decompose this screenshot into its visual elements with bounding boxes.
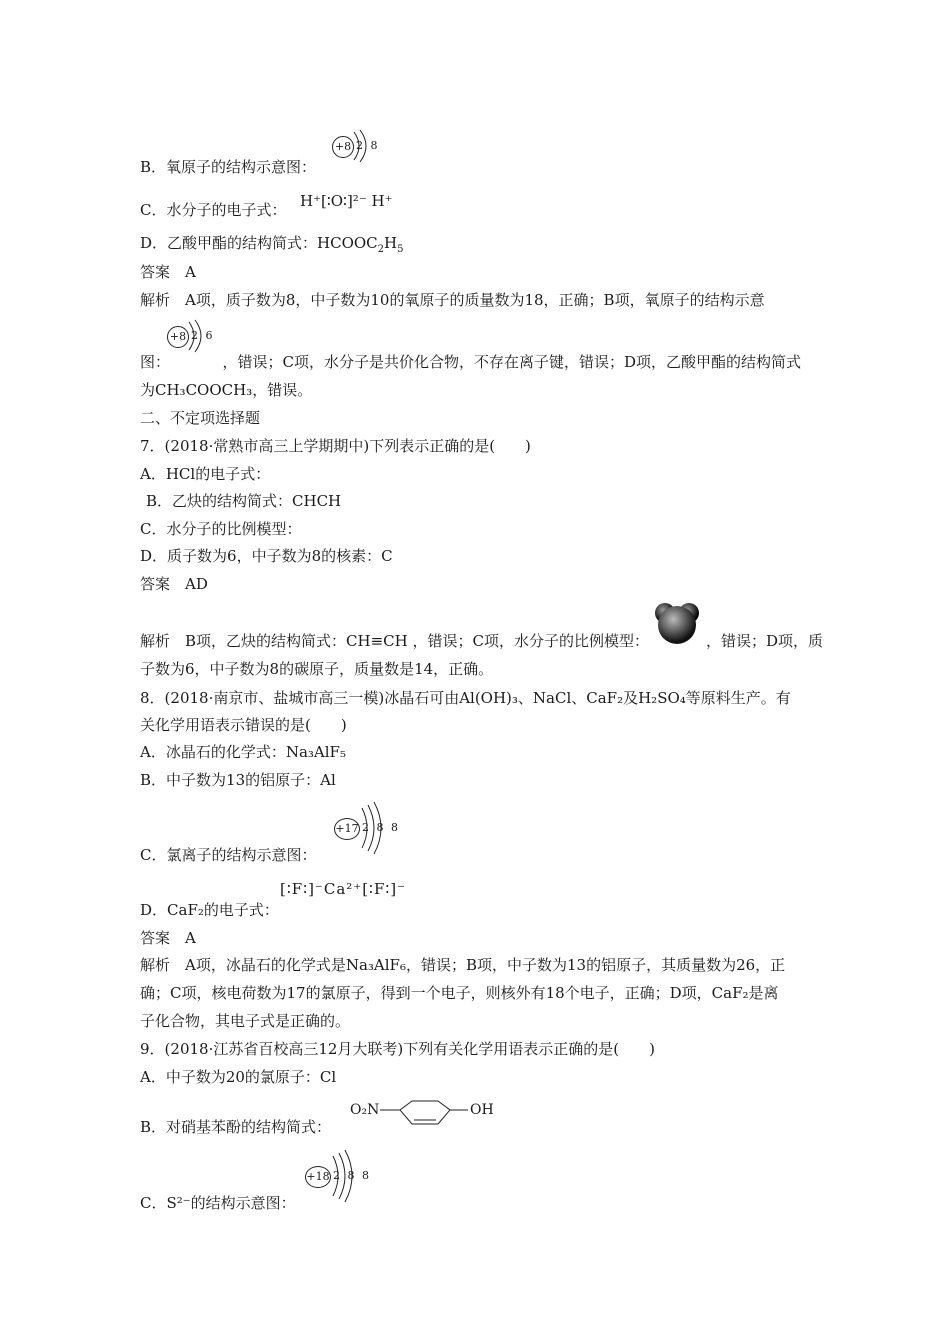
question-7: 7．(2018·常熟市高三上学期期中)下列表示正确的是( ): [140, 437, 531, 455]
caf2-electron-formula: [∶F∶]⁻Ca²⁺[∶F∶]⁻: [280, 880, 407, 898]
q6-option-d: D．乙酸甲酯的结构简式：$HCOOC_2H_5$: [140, 234, 404, 255]
q6-option-c: C．水分子的电子式：: [140, 201, 287, 219]
analysis-7-line2: 子数为6，中子数为8的碳原子，质量数是14，正确。: [140, 660, 494, 678]
q9-option-c: C．S²⁻的结构示意图：: [140, 1194, 296, 1212]
p-nitrophenol-structure: O₂N OH: [350, 1098, 500, 1134]
q7-option-d: D．质子数为6，中子数为8的核素：C: [140, 547, 393, 565]
analysis-7-line1b: ，错误；D项，质: [706, 632, 824, 650]
analysis-6-line3: 为CH₃COOCH₃，错误。: [140, 381, 313, 399]
q9-option-b: B．对硝基苯酚的结构简式：: [140, 1118, 332, 1136]
answer-6: 答案 A: [140, 263, 196, 281]
q9-option-a: A．中子数为20的氯原子：Cl: [140, 1068, 337, 1086]
question-8-line2: 关化学用语表示错误的是( ): [140, 716, 347, 734]
answer-8: 答案 A: [140, 929, 196, 947]
analysis-8-line2: 确；C项，核电荷数为17的氯原子，得到一个电子，则核外有18个电子，正确；D项，CaF₂是离: [140, 984, 779, 1002]
question-8-line1: 8．(2018·南京市、盐城市高三一模)冰晶石可由Al(OH)₃、NaCl、CaF₂及H₂SO₄等原料生产。有: [140, 689, 791, 707]
water-electron-formula: H⁺[∶O∶]²⁻ H⁺: [300, 192, 393, 210]
oxygen-structure-diagram-correct: +8 2 6: [165, 318, 225, 358]
q8-option-b: B．中子数为13的铝原子：Al: [140, 771, 336, 789]
q7-option-b: B．乙炔的结构简式：CHCH: [146, 492, 342, 510]
analysis-8-line3: 子化合物，其电子式是正确的。: [140, 1012, 351, 1030]
oxygen-structure-diagram: +8 2 8: [330, 128, 390, 168]
analysis-7-line1a: 解析 B项，乙炔的结构简式：CH≡CH ，错误；C项，水分子的比例模型：: [140, 632, 649, 650]
water-space-filling-model: [652, 600, 702, 646]
analysis-6-line2: 图： ，错误；C项，水分子是共价化合物，不存在离子键，错误；D项，乙酸甲酯的结构简式: [140, 353, 802, 371]
sulfide-structure-diagram: +18 2 8 8: [303, 1148, 373, 1204]
chloride-structure-diagram: +17 2 8 8: [332, 800, 402, 856]
q6-option-b: B．氧原子的结构示意图：: [140, 158, 317, 176]
q7-option-a: A．HCl的电子式：: [140, 465, 271, 483]
analysis-8-line1: 解析 A项，冰晶石的化学式是Na₃AlF₆，错误；B项，中子数为13的铝原子，其质量数为26，正: [140, 956, 786, 974]
answer-7: 答案 AD: [140, 575, 208, 593]
q8-option-a: A．冰晶石的化学式：Na₃AlF₅: [140, 743, 346, 761]
section-heading: 二、不定项选择题: [140, 409, 261, 427]
q8-option-d: D．CaF₂的电子式：: [140, 901, 279, 919]
q8-option-c: C．氯离子的结构示意图：: [140, 846, 317, 864]
question-9: 9．(2018·江苏省百校高三12月大联考)下列有关化学用语表示正确的是( ): [140, 1040, 655, 1058]
analysis-6-line1: 解析 A项，质子数为8，中子数为10的氧原子的质量数为18，正确；B项，氧原子的结构示意: [140, 291, 765, 309]
q7-option-c: C．水分子的比例模型：: [140, 520, 302, 538]
